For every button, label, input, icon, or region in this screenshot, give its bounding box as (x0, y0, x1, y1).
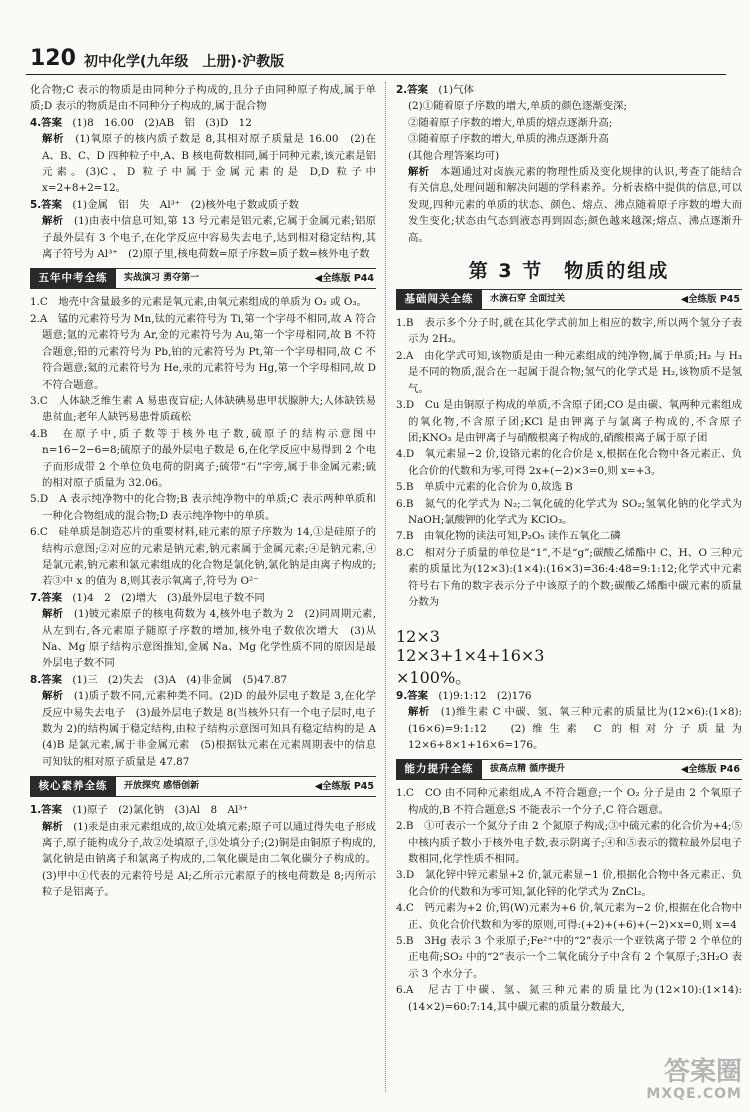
answer-label: 7.答案 (30, 591, 62, 604)
answer-label: 1.答案 (30, 804, 62, 817)
list-item: 6.A 尼古丁中碳、氢、氮三种元素的质量比为(12×10):(1×14):(14×2)=60:7:14,其中碳元素的质量分数最大, (396, 984, 742, 1013)
banner-tag: 核心素养全练 (30, 776, 116, 797)
continued-text: 化合物;C 表示的物质是由同种分子构成的,且分子由同种原子构成,属于单质;D 表示的物质是由不同种分子构成的,属于混合物 (30, 84, 376, 113)
answer-9: 9.答案 (1)9:1:12 (2)176 (396, 689, 532, 702)
banner-tag: 基础闯关全练 (396, 289, 482, 310)
fraction-suffix: ×100%。 (396, 667, 472, 687)
answer-line: ②随着原子序数的增大,单质的熔点逐渐升高; (408, 116, 613, 129)
answer-2: 2.答案 (1)气体 (396, 84, 474, 96)
analysis-7: 解析 (1)铍元素原子的核电荷数为 4,核外电子数为 2 (2)同周期元素,从左到右,各元素原子随原子序数的增加,核外电子数依次增大 (3)从 Na、Mg 原子结构示意图推知,金属 Na、Mg 化学性质不同的原因是最外层电子数不同 (42, 608, 376, 670)
analysis-label: 解析 (42, 690, 64, 703)
section-banner-exam (30, 268, 376, 289)
banner-slogan: 实战演习 勇夺第一 (124, 273, 200, 284)
list-item: 2.B ①可表示一个氮分子由 2 个氮原子构成;③中硫元素的化合价为+4;⑤中核内质子数小于核外电子数,表示阴离子;④和⑤表示的微粒最外层电子数相同,化学性质不相同。 (396, 820, 742, 866)
column-divider (385, 82, 386, 1092)
answer-label: 9.答案 (396, 689, 428, 702)
answer-4: 4.答案 (1)8 16.00 (2)AB 铝 (3)D 12 (30, 116, 252, 129)
answer-line: ③随着原子序数的增大,单质的沸点逐渐升高 (408, 133, 609, 146)
analysis-label: 解析 (42, 820, 63, 833)
banner-page-ref: ◀全练版 P45 (314, 781, 374, 793)
fraction-line (396, 610, 742, 626)
list-item: 3.D 氯化锌中锌元素显+2 价,氯元素显−1 价,根据化合物中各元素正、负化合价的代数和为零可知,氯化锌的化学式为 ZnCl₂。 (396, 869, 742, 898)
analysis-8: 解析 (1)质子数不同,元素种类不同。(2)D 的最外层电子数是 3,在化学反应中易失去电子 (3)最外层电子数是 8(当核外只有一个电子层时,电子数为 2)的结构属于稳定结构,由粒子结构示意图可知具有稳定结构的是 A (4)B 是氯元素,属于非金属元素 (5)根据钛元素在元素周期表中的信息可知钛的相对原子质量是 47.87 (42, 690, 387, 768)
watermark-url: MXQE.COM (646, 1086, 742, 1102)
list-item: 5.B 单质中元素的化合价为 0,故选 B (396, 481, 573, 494)
list-item: 3.C 人体缺乏维生素 A 易患夜盲症;人体缺碘易患甲状腺肿大;人体缺铁易患贫血;老年人缺钙易患骨质疏松 (30, 394, 376, 424)
answer-label: 5.答案 (30, 198, 62, 211)
list-item: 2.A 由化学式可知,该物质是由一种元素组成的纯净物,属于单质;H₂ 与 H₃ 是不同的物质,混合在一起属于混合物;氢气的化学式是 H₂,该物质不是氢气。 (396, 349, 742, 395)
page-number: 120 (30, 46, 76, 71)
analysis-label: 解析 (42, 215, 64, 228)
answer-1b: 1.答案 (1)原子 (2)氯化钠 (3)Al 8 Al³⁺ (30, 804, 248, 817)
analysis-label: 解析 (408, 706, 430, 719)
section-title: 第 3 节 物质的组成 (468, 260, 670, 283)
analysis-label: 解析 (42, 133, 65, 146)
list-item: 4.C 钙元素为+2 价,钨(W)元素为+6 价,氧元素为−2 价,根据在化合物中正、负化合价代数和为零的原则,可得:(+2)+(+6)+(−2)×x=0,则 x=4 (396, 902, 742, 931)
banner-page-ref: ◀全练版 P44 (314, 273, 374, 285)
list-item: 1.C 地壳中含量最多的元素是氧元素,由氧元素组成的单质为 O₂ 或 O₃。 (30, 296, 367, 309)
banner-slogan: 水滴石穿 全面过关 (490, 294, 566, 305)
analysis-label: 解析 (42, 608, 64, 621)
answer-label: 4.答案 (30, 116, 62, 129)
analysis-2: 解析 本题通过对卤族元素的物理性质及变化规律的认识,考查了能结合有关信息,处理问题和解决问题的学科素养。分析表格中提供的信息,可以发现,四种元素的单质的状态、颜色、熔点、沸点随着原子序数的增大而发生变化;状态由气态到液态再到固态;颜色越来越深;熔点、沸点逐渐升高。 (408, 166, 743, 244)
list-item: 6.C 硅单质是制造芯片的重要材料,硅元素的原子序数为 14,①是硅原子的结构示意图;②对应的元素是钠元素,钠元素属于金属元素;④是钠元素,④是氯元素,钠元素和氯元素组成的化合物是氯化钠,氯化钠是由离子构成的;若③中 x 的值为 8,则其表示氧离子,符号为 O²⁻ (30, 526, 376, 588)
page-header (26, 44, 726, 74)
fraction-numerator: 12×3 (396, 626, 440, 646)
answer-line: (其他合理答案均可) (408, 149, 500, 162)
book-title: 初中化学(九年级 上册)·沪教版 (84, 54, 285, 70)
banner-page-ref: ◀全练版 P45 (680, 294, 740, 306)
left-column (30, 82, 387, 901)
section-banner-ability (396, 759, 742, 780)
analysis-9: 解析 (1)维生素 C 中碳、氢、氧三种元素的质量比为(12×6):(1×8):(16×6)=9:1:12 (2)维生素 C 的相对分子质量为 12×6+8×1+16×6=176。 (408, 706, 743, 751)
list-item: 1.B 表示多个分子时,就在其化学式前加上相应的数字,所以两个氢分子表示为 2H₂。 (396, 317, 742, 346)
list-item: 4.B 在原子中,质子数等于核外电子数,硫原子的结构示意图中 n=16−2−6=8;硫原子的最外层电子数是 6,在化学反应中易得到 2 个电子而形成带 2 个单位负电荷的阴离子;硫带“石”字旁,属于非金属元素;硫的相对原子质量为 32.06。 (30, 427, 376, 489)
list-item: 8.C 相对分子质量的单位是“1”,不是“g”;碳酸乙烯酯中 C、H、O 三种元素的质量比为(12×3):(1×4):(16×3)=36:4:48=9:1:12;化学式中元素符号右下角的数字表示分子中该原子的个数;碳酸乙烯酯中碳元素的质量分数为 (396, 546, 742, 608)
list-item: 5.D A 表示纯净物中的化合物;B 表示纯净物中的单质;C 表示两种单质和一种化合物组成的混合物;D 表示纯净物中的单质。 (30, 493, 376, 522)
analysis-label: 解析 (408, 166, 430, 179)
header-rule (26, 74, 726, 75)
section-banner-basic (396, 289, 742, 310)
right-column (396, 82, 742, 1015)
analysis-4: 解析 (1)氧原子的核内质子数是 8,其相对原子质量是 16.00 (2)在 A、B、C、D 四种粒子中,A、B 核电荷数相同,属于同种元素,该元素是铝元素。(3)C、D 粒子中属于金属元素的是 D,D 粒子中 x=2+8+2=12。 (42, 133, 377, 195)
banner-tag: 能力提升全练 (396, 759, 482, 780)
banner-slogan: 开放探究 感悟创新 (124, 781, 200, 792)
banner-slogan: 拔高点精 循序提升 (490, 764, 566, 775)
analysis-5: 解析 (1)由表中信息可知,第 13 号元素是铝元素,它属于金属元素;铝原子最外层有 3 个电子,在化学反应中容易失去电子,达到相对稳定结构,其离子符号为 Al³⁺ (2)原子里,核电荷数=原子序数=质子数=核外电子数 (42, 215, 377, 261)
answer-line: (2)①随着原子序数的增大,单质的颜色逐渐变深; (408, 100, 627, 113)
list-item: 5.B 3Hg 表示 3 个汞原子;Fe²⁺中的“2”表示一个亚铁离子带 2 个单位的正电荷;SO₂ 中的“2”表示一个二氧化硫分子中含有 2 个氧原子;3H₂O 表示 3 个水分子。 (396, 935, 742, 980)
answer-label: 8.答案 (30, 673, 62, 686)
list-item: 4.D 氧元素显−2 价,设铬元素的化合价是 x,根据在化合物中各元素正、负化合价的代数和为零,可得 2x+(−2)×3=0,则 x=+3。 (396, 448, 742, 477)
list-item: 1.C CO 由不同种元素组成,A 不符合题意;一个 O₂ 分子是由 2 个氧原子构成的,B 不符合题意;S 不能表示一个分子,C 符合题意。 (396, 787, 742, 816)
answer-5: 5.答案 (1)金属 铝 失 Al³⁺ (2)核外电子数或质子数 (30, 198, 299, 211)
answer-7: 7.答案 (1)4 2 (2)增大 (3)最外层电子数不同 (30, 591, 265, 604)
list-item: 3.D Cu 是由铜原子构成的单质,不含原子团;CO 是由碳、氧两种元素组成的氧化物,不含原子团;KCl 是由钾离子与氯离子构成的,不含原子团;KNO₃ 是由钾离子与硝酸根离子构成的,硝酸根离子属于原子团 (396, 399, 742, 444)
list-item: 7.B 由氧化物的读法可知,P₂O₅ 读作五氧化二磷 (396, 530, 621, 543)
list-item: 2.A 锰的元素符号为 Mn,钛的元素符号为 Ti,第一个字母不相同,故 A 符合题意;氩的元素符号为 Ar,金的元素符号为 Au,第一个字母相同,故 B 不符合题意;铅的元素符号为 Pb,铂的元素符号为 Pt,第一个字母相同,故 C 不符合题意;氦的元素符号为 He,汞的元素符号为 Hg,第一个字母相同,故 D 不符合题意。 (30, 312, 376, 391)
answer-label: 2.答案 (396, 84, 428, 96)
section-banner-core (30, 776, 376, 797)
banner-page-ref: ◀全练版 P46 (680, 764, 740, 776)
list-item: 6.B 氮气的化学式为 N₂;二氧化硫的化学式为 SO₂;氢氧化钠的化学式为 NaOH;氯酸钾的化学式为 KClO₃。 (396, 497, 742, 526)
site-watermark (614, 1058, 742, 1104)
analysis-1b: 解析 (1)汞是由汞元素组成的,故①处填元素;原子可以通过得失电子形成离子,原子能构成分子,故②处填原子,③处填分子;(2)铜是由铜原子构成的,氯化钠是由钠离子和氯离子构成的,二氧化碳是由二氧化碳分子构成的。(3)甲中①代表的元素符号是 Al;乙所示元素原子的核电荷数是 8;丙所示粒子是铝离子。 (42, 820, 376, 899)
fraction-denominator: 12×3+1×4+16×3 (396, 645, 545, 665)
watermark-text: 答案圈 (663, 1057, 742, 1087)
banner-tag: 五年中考全练 (30, 268, 116, 289)
answer-8: 8.答案 (1)三 (2)失去 (3)A (4)非金属 (5)47.87 (30, 673, 288, 686)
